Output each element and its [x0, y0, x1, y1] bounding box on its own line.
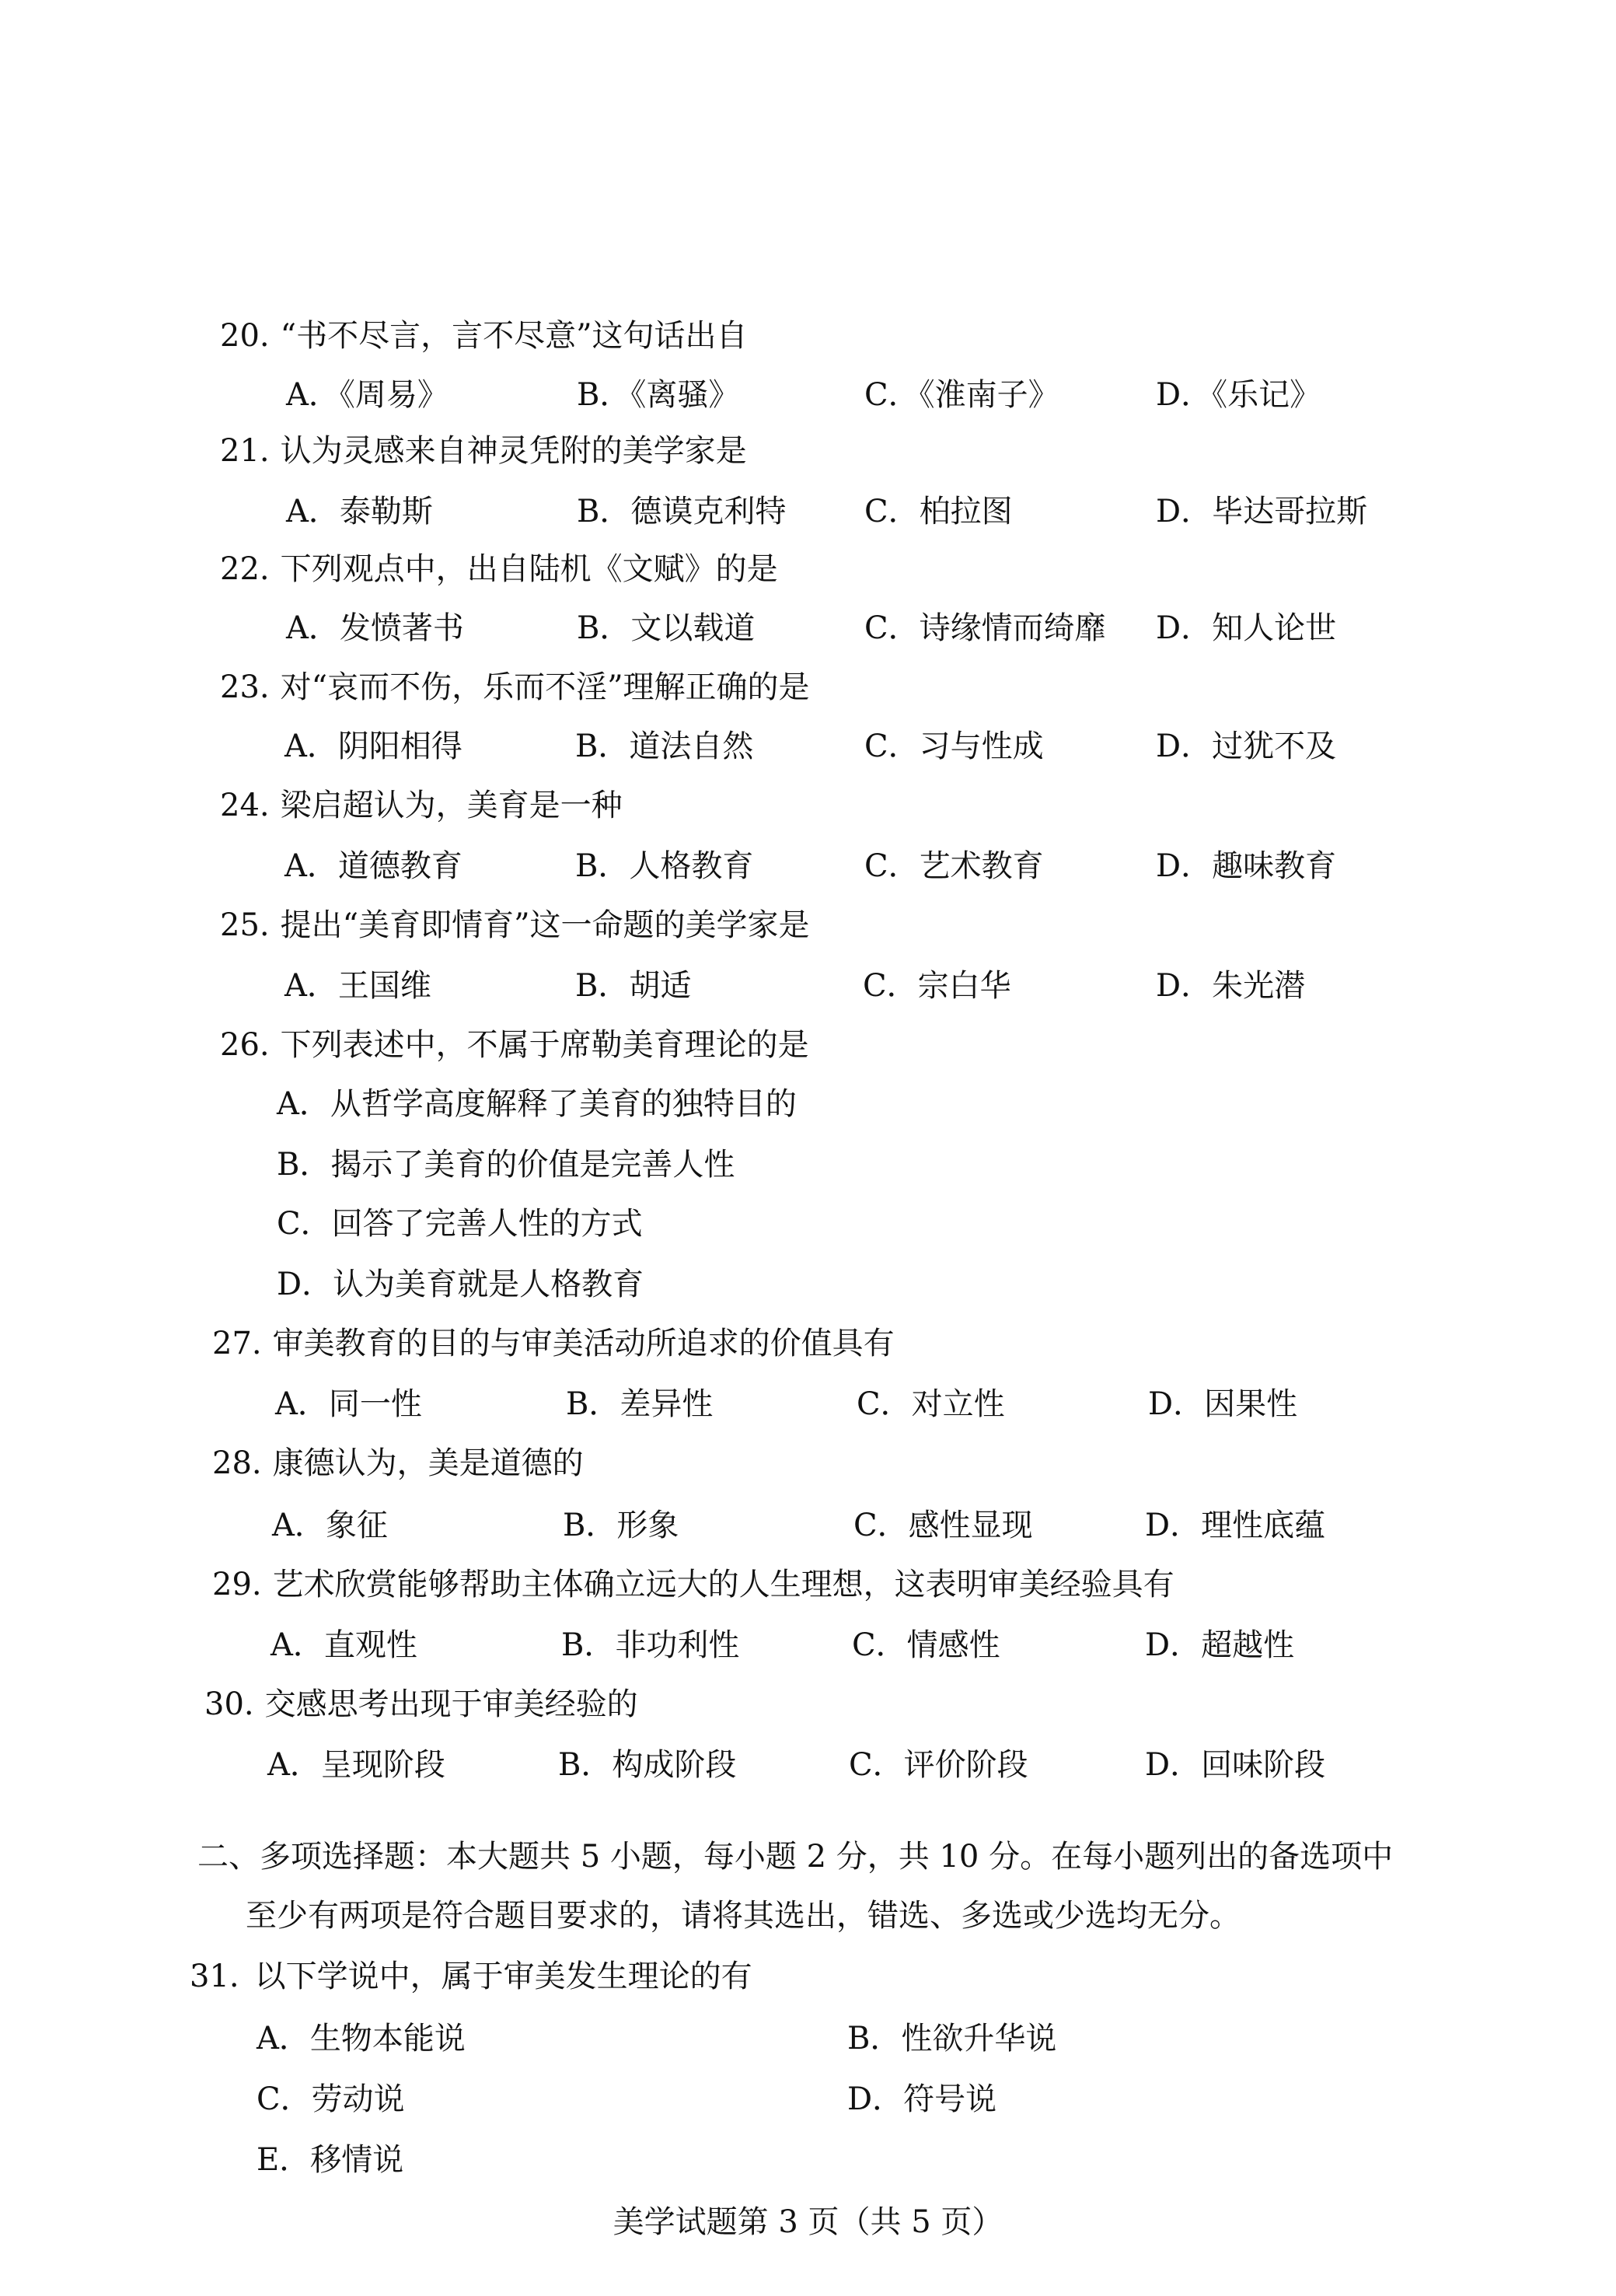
option-20-c: C．《淮南子》: [864, 377, 1059, 413]
question-stem: 认为灵感来自神灵凭附的美学家是: [280, 433, 747, 469]
option-24-c: C．艺术教育: [864, 848, 1044, 884]
option-29-a: A．直观性: [270, 1627, 417, 1663]
question-27: [212, 1328, 895, 1359]
page-footer: 美学试题第 3 页（共 5 页）: [613, 2204, 1003, 2240]
option-25-b: B．胡适: [575, 968, 692, 1004]
question-stem: 康德认为，美是道德的: [272, 1445, 584, 1481]
option-20-b: B．《离骚》: [577, 377, 740, 413]
question-25: [220, 907, 810, 943]
section-2-heading: 二、多项选择题：本大题共 5 小题，每小题 2 分，共 10 分。在每小题列出的备选项中: [197, 1839, 1394, 1875]
question-stem: 提出“美育即情育”这一命题的美学家是: [280, 907, 810, 943]
option-27-a: A．同一性: [275, 1386, 422, 1422]
question-31: [190, 1961, 752, 1992]
option-23-a: A．阴阳相得: [284, 729, 462, 764]
question-23: [220, 669, 810, 705]
question-20: [220, 318, 748, 354]
question-number: 20.: [220, 318, 270, 354]
option-20-a: A．《周易》: [286, 377, 449, 413]
question-stem: 下列表述中，不属于席勒美育理论的是: [280, 1027, 809, 1063]
option-20-d: D．《乐记》: [1156, 377, 1321, 413]
option-29-b: B．非功利性: [561, 1627, 740, 1663]
option-26-c: C．回答了完善人性的方式: [277, 1206, 643, 1242]
option-22-b: B．文以载道: [577, 610, 756, 646]
option-25-a: A．王国维: [284, 968, 431, 1004]
option-26-d: D．认为美育就是人格教育: [277, 1267, 644, 1302]
option-23-b: B．道法自然: [575, 729, 754, 764]
option-27-b: B．差异性: [566, 1386, 714, 1422]
question-22: [220, 551, 778, 587]
option-24-b: B．人格教育: [575, 848, 754, 884]
option-30-d: D．回味阶段: [1145, 1747, 1326, 1783]
question-number: 29.: [212, 1567, 262, 1602]
question-number: 26.: [220, 1027, 270, 1063]
option-21-d: D．毕达哥拉斯: [1156, 494, 1368, 529]
option-28-d: D．理性底蕴: [1145, 1508, 1326, 1543]
option-31-a: A．生物本能说: [257, 2021, 466, 2057]
question-number: 30.: [204, 1686, 254, 1722]
option-21-b: B．德谟克利特: [577, 494, 787, 529]
question-stem: 梁启超认为，美育是一种: [280, 788, 623, 823]
option-21-c: C．柏拉图: [864, 494, 1013, 529]
option-23-c: C．习与性成: [864, 729, 1044, 764]
option-31-c: C．劳动说: [257, 2081, 405, 2117]
option-30-c: C．评价阶段: [849, 1747, 1028, 1783]
question-26: [220, 1029, 809, 1061]
option-26-b: B．揭示了美育的价值是完善人性: [277, 1147, 735, 1183]
question-21: [220, 435, 747, 467]
question-24: [220, 790, 623, 821]
option-29-d: D．超越性: [1145, 1627, 1295, 1663]
option-22-d: D．知人论世: [1156, 610, 1337, 646]
question-number: 27.: [212, 1326, 262, 1361]
option-28-b: B．形象: [563, 1508, 679, 1543]
option-28-a: A．象征: [272, 1508, 388, 1543]
question-number: 22.: [220, 551, 270, 587]
option-23-d: D．过犹不及: [1156, 729, 1337, 764]
question-29: [212, 1569, 1174, 1600]
option-30-a: A．呈现阶段: [267, 1747, 445, 1783]
option-25-d: D．朱光潜: [1156, 968, 1306, 1004]
option-26-a: A．从哲学高度解释了美育的独特目的: [277, 1086, 797, 1122]
option-25-c: C．宗白华: [863, 968, 1011, 1004]
option-21-a: A．泰勒斯: [286, 494, 433, 529]
section-2-instructions: 至少有两项是符合题目要求的，请将其选出，错选、多选或少选均无分。: [246, 1898, 1241, 1934]
option-27-d: D．因果性: [1148, 1386, 1298, 1422]
option-24-a: A．道德教育: [284, 848, 462, 884]
question-number: 21.: [220, 433, 270, 469]
option-29-c: C．情感性: [852, 1627, 1000, 1663]
question-stem: 以下学说中，属于审美发生理论的有: [254, 1959, 752, 1994]
option-24-d: D．趣味教育: [1156, 848, 1337, 884]
option-28-c: C．感性显现: [853, 1508, 1033, 1543]
question-stem: “书不尽言，言不尽意”这句话出自: [280, 318, 748, 354]
question-number: 23.: [220, 669, 270, 705]
option-31-b: B．性欲升华说: [847, 2021, 1057, 2057]
question-number: 24.: [220, 788, 270, 823]
option-31-d: D．符号说: [847, 2081, 997, 2117]
question-number: 28.: [212, 1445, 262, 1481]
question-stem: 下列观点中，出自陆机《文赋》的是: [280, 551, 778, 587]
question-30: [204, 1686, 638, 1722]
option-22-a: A．发愤著书: [286, 610, 464, 646]
question-stem: 艺术欣赏能够帮助主体确立远大的人生理想，这表明审美经验具有: [272, 1567, 1174, 1602]
option-27-c: C．对立性: [857, 1386, 1005, 1422]
question-number: 31.: [190, 1959, 239, 1994]
question-number: 25.: [220, 907, 270, 943]
question-stem: 审美教育的目的与审美活动所追求的价值具有: [272, 1326, 895, 1361]
option-22-c: C．诗缘情而绮靡: [864, 610, 1106, 646]
question-28: [212, 1445, 584, 1481]
question-stem: 交感思考出现于审美经验的: [264, 1686, 638, 1722]
option-31-e: E．移情说: [257, 2142, 404, 2178]
option-30-b: B．构成阶段: [558, 1747, 737, 1783]
question-stem: 对“哀而不伤，乐而不淫”理解正确的是: [280, 669, 810, 705]
